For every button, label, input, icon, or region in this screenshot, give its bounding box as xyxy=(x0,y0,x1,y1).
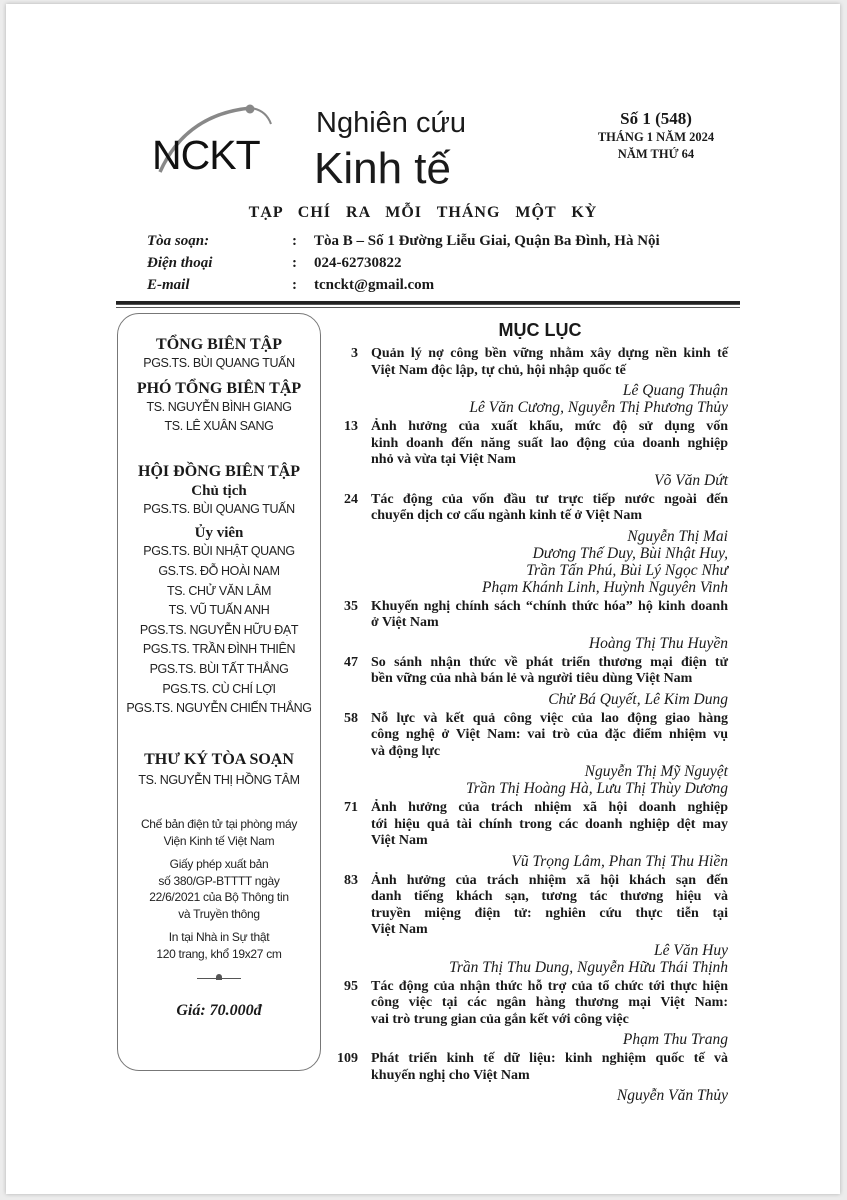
toc-article-title xyxy=(371,655,728,688)
toc-article-title xyxy=(371,419,728,469)
deputy-editor: TS. NGUYỄN BÌNH GIANG xyxy=(146,399,292,414)
toc-article-title xyxy=(371,711,728,761)
author-line: Hoàng Thị Thu Huyền xyxy=(588,634,728,652)
title-line: Việt Nam độc lập, tự chủ, hội nhập quốc tế xyxy=(371,362,626,378)
issue-year: NĂM THỨ 64 xyxy=(617,147,695,161)
toc-authors xyxy=(336,691,728,708)
toc-authors xyxy=(336,853,728,870)
toc-entry[interactable] xyxy=(336,711,728,798)
author-line: Trần Tấn Phú, Bùi Lý Ngọc Như xyxy=(526,561,728,579)
title-line: và động lực xyxy=(371,743,441,759)
board-heading: HỘI ĐỒNG BIÊN TẬP xyxy=(138,462,300,480)
toc-page-number: 35 xyxy=(344,598,358,614)
chief-editor-heading: TỔNG BIÊN TẬP xyxy=(156,336,282,353)
toc-article-title xyxy=(371,1051,728,1084)
colon: : xyxy=(292,277,297,293)
title-line: vai trò trung gian của gắn kết với công việc xyxy=(371,1011,629,1027)
secretary: TS. NGUYỄN THỊ HỒNG TÂM xyxy=(138,772,300,787)
toc-article-title xyxy=(371,873,728,939)
license-info-line: Giấy phép xuất bản xyxy=(169,857,269,872)
deputy-editor-heading: PHÓ TỔNG BIÊN TẬP xyxy=(136,379,302,397)
secretary-heading: THƯ KÝ TÒA SOẠN xyxy=(144,750,294,768)
chief-editor: PGS.TS. BÙI QUANG TUẤN xyxy=(143,356,295,370)
issue-number: Số 1 (548) xyxy=(620,109,692,128)
colon: : xyxy=(292,233,297,249)
editorial-board-box xyxy=(117,313,321,1071)
author-line: Vũ Trọng Lâm, Phan Thị Thu Hiền xyxy=(511,852,728,870)
author-line: Lê Quang Thuận xyxy=(622,382,728,399)
issue-month: THÁNG 1 NĂM 2024 xyxy=(597,130,715,144)
author-line: Dương Thế Duy, Bùi Nhật Huy, xyxy=(532,544,728,562)
board-member: GS.TS. ĐỖ HOÀI NAM xyxy=(158,563,280,578)
title-line: ở Việt Nam xyxy=(371,615,439,630)
journal-title-line1: Nghiên cứu xyxy=(316,107,466,139)
toc-page-number: 24 xyxy=(344,491,358,507)
publishing-info-line: Chế bản điện tử tại phòng máy xyxy=(140,817,298,832)
title-line: Ảnh hưởng của trách nhiệm xã hội khách sạn đến xyxy=(371,872,728,888)
title-line: Khuyến nghị chính sách “chính thức hóa” hộ kinh doanh xyxy=(371,598,728,614)
journal-title-line2: Kinh tế xyxy=(314,144,451,193)
title-line: công việc tại các ngân hàng thương mại Việt Nam: xyxy=(371,995,728,1010)
toc-authors xyxy=(336,382,728,416)
author-line: Lê Văn Huy xyxy=(653,941,728,959)
toc-entry[interactable] xyxy=(336,492,728,596)
title-line: Ảnh hưởng của xuất khẩu, mức độ sử dụng vốn xyxy=(371,419,728,434)
author-line: Nguyễn Thị Mai xyxy=(627,527,728,545)
board-member: PGS.TS. NGUYỄN HỮU ĐẠT xyxy=(139,622,299,637)
tagline: TẠP CHÍ RA MỖI THÁNG MỘT KỲ xyxy=(248,204,598,221)
toc-article-title xyxy=(371,599,728,632)
journal-cover-page: NCKT Nghiên cứu Kinh tế Số 1 (548) THÁNG 1 NĂM 2024 NĂM THỨ 64 TẠP CHÍ RA MỖI THÁNG MỘT KỲ Tòa soạn: : Tòa B – Số 1 Đường Liễu Giai, Quận Ba Đình, Hà Nội Điện thoại : 024-62730822 E-mail : tcnckt@gmail.com TỔNG BIÊN TẬP PGS.TS. BÙI QUANG TUẤN PHÓ TỔNG BIÊN TẬP TS. NGUYỄN BÌNH GIANG TS. LÊ XUÂN SANG HỘI ĐỒNG BIÊN TẬP Chủ tịch PGS.TS. BÙI QUANG TUẤN Ủy viên PGS.TS. BÙI NHẬT QUANG GS.TS. ĐỖ HOÀI NAM TS. CHỬ VĂN LÂM TS. VŨ TUẤN ANH PGS.TS. NGUYỄN HỮU ĐẠT PGS.TS. TRẦN ĐÌNH THIÊN PGS.TS. BÙI TẤT THẮNG PGS.TS. CÙ CHÍ LỢI PGS.TS. NGUYỄN CHIẾN THẮNG THƯ KÝ TÒA SOẠN TS. NGUYỄN THỊ HỒNG TÂM Chế bản điện tử tại phòng máy Viện Kinh tế Việt Nam Giấy phép xuất bản số 380/GP-BTTTT ngày 22/6/2021 của Bộ Thông tin và Truyền thông In tại Nhà in Sự thật 120 trang, khổ 19x27 cm Giá: 70.000đ MỤC LỤC 3 Quản lý nợ công bền vững nhằm xây dựng nền kinh tế Việt Nam độc lập, tự chủ, hội nhập quốc tế Lê Quang Thuận Lê Văn Cương, Nguyễn Thị Phương Thủy 13 Ảnh hưởng của xuất khẩu, mức độ sử dụng vốn kinh doanh đến năng suất lao động của doanh nghiệp nhỏ và vừa tại Việt Nam Võ Văn Dứt 24 Tác động của vốn đầu tư trực tiếp nước ngoài đến chuyển dịch cơ cấu ngành kinh tế ở Việt Nam Nguyễn Thị Mai Dương Thế Duy, Bùi Nhật Huy, Trần Tấn Phú, Bùi Lý Ngọc Như Phạm Khánh Linh, Huỳnh Nguyên Vinh 35 Khuyến nghị chính sách “chính thức hóa” hộ kinh doanh ở Việt Nam Hoàng Thị Thu Huyền 47 So sánh nhận thức về phát triển thương mại điện tử bền vững của nhà bán lẻ và người tiêu dùng Việt Nam Chử Bá Quyết, Lê Kim Dung 58 Nỗ lực và kết quả công việc của lao động giao hàng công nghệ ở Việt Nam: vai trò của đặc điểm nhiệm vụ và động lực Nguyễn Thị Mỹ Nguyệt Trần Thị Hoàng Hà, Lưu Thị Thùy Dương 71 Ảnh hưởng của trách nhiệm xã hội doanh nghiệp tới hiệu quả tài chính trong các doanh nghiệp dệt may Việt Nam Vũ Trọng Lâm, Phan Thị Thu Hiền 83 Ảnh hưởng của trách nhiệm xã hội khách sạn đến danh tiếng khách sạn, tương tác thương hiệu và truyền miệng điện tử: nghiên cứu thực tiễn tại Việt Nam Lê Văn Huy Trần Thị Thu Dung, Nguyễn Hữu Thái Thịnh 95 Tác động của nhận thức hỗ trợ của tổ chức tới thực hiện công việc tại các ngân hàng thương mại Việt Nam: vai trò trung gian của gắn kết với công việc Phạm Thu Trang 109 Phát triển kinh tế dữ liệu: kinh nghiệm quốc tế và khuyến nghị cho Việt Nam Nguyễn Văn Thủy xyxy=(6,4,840,1194)
chair: PGS.TS. BÙI QUANG TUẤN xyxy=(143,501,295,516)
license-info-line: và Truyền thông xyxy=(178,906,260,921)
title-line: kinh doanh đến năng suất lao động của doanh nghiệp xyxy=(371,435,728,451)
board-member: PGS.TS. CÙ CHÍ LỢI xyxy=(162,681,276,696)
title-line: Việt Nam xyxy=(371,833,428,848)
author-line: Chử Bá Quyết, Lê Kim Dung xyxy=(548,690,728,708)
title-line: bền vững của nhà bán lẻ và người tiêu dùng Việt Nam xyxy=(371,671,693,686)
publishing-info-line: Viện Kinh tế Việt Nam xyxy=(163,833,275,848)
title-line: khuyến nghị cho Việt Nam xyxy=(371,1067,530,1083)
toc-authors xyxy=(336,763,728,797)
title-line: công nghệ ở Việt Nam: vai trò của đặc điểm nhiệm vụ xyxy=(371,727,728,742)
toc-page-number: 109 xyxy=(337,1051,358,1066)
divider xyxy=(116,307,740,308)
price: Giá: 70.000đ xyxy=(176,1002,262,1020)
deputy-editor: TS. LÊ XUÂN SANG xyxy=(164,419,274,434)
toc-entry[interactable] xyxy=(336,599,728,652)
author-line: Trần Thị Thu Dung, Nguyễn Hữu Thái Thịnh xyxy=(449,958,728,976)
toc-article-title xyxy=(371,492,728,525)
divider xyxy=(116,301,740,305)
author-line: Trần Thị Hoàng Hà, Lưu Thị Thùy Dương xyxy=(465,780,728,797)
toc-entry[interactable] xyxy=(336,800,728,870)
title-line: So sánh nhận thức về phát triển thương mại điện tử xyxy=(371,654,728,670)
author-line: Nguyễn Thị Mỹ Nguyệt xyxy=(584,763,728,780)
toc-authors xyxy=(336,472,728,489)
issue-info xyxy=(586,109,726,163)
table-of-contents xyxy=(336,346,728,1107)
colon: : xyxy=(292,255,297,271)
author-line: Võ Văn Dứt xyxy=(654,471,728,489)
toc-authors xyxy=(336,635,728,652)
title-line: danh tiếng khách sạn, tương tác thương hiệu và xyxy=(371,889,728,904)
title-line: Phát triển kinh tế dữ liệu: kinh nghiệm quốc tế và xyxy=(371,1051,728,1066)
toc-page-number: 95 xyxy=(344,978,358,994)
toc-article-title xyxy=(371,800,728,850)
title-line: Tác động của nhận thức hỗ trợ của tổ chức tới thực hiện xyxy=(371,978,728,994)
nckt-logo: NCKT xyxy=(146,102,281,182)
title-line: Ảnh hưởng của trách nhiệm xã hội doanh nghiệp xyxy=(371,800,728,815)
board-member: TS. CHỬ VĂN LÂM xyxy=(167,583,271,598)
toc-entry[interactable] xyxy=(336,419,728,489)
toc-entry[interactable] xyxy=(336,979,728,1049)
board-member: TS. VŨ TUẤN ANH xyxy=(168,603,270,618)
members-heading: Ủy viên xyxy=(194,525,244,542)
title-line: Tác động của vốn đầu tư trực tiếp nước ngoài đến xyxy=(371,491,728,507)
toc-entry[interactable] xyxy=(336,1051,728,1104)
ornament-divider xyxy=(197,974,241,982)
toc-article-title xyxy=(371,346,728,379)
toc-authors xyxy=(336,1031,728,1048)
author-line: Phạm Thu Trang xyxy=(622,1031,728,1048)
title-line: chuyển dịch cơ cấu ngành kinh tế ở Việt Nam xyxy=(371,508,643,523)
printing-info-line: In tại Nhà in Sự thật xyxy=(168,930,270,945)
toc-authors xyxy=(336,1087,728,1104)
author-line: Nguyễn Văn Thủy xyxy=(616,1087,728,1104)
toc-page-number: 83 xyxy=(344,872,358,888)
toc-authors xyxy=(336,528,728,596)
title-line: Nỗ lực và kết quả công việc của lao động giao hàng xyxy=(371,710,728,726)
printing-info-line: 120 trang, khổ 19x27 cm xyxy=(156,946,282,961)
board-member: PGS.TS. BÙI NHẬT QUANG xyxy=(143,544,295,559)
board-member: PGS.TS. TRẦN ĐÌNH THIÊN xyxy=(142,642,296,657)
toc-page-number: 3 xyxy=(351,346,358,361)
board-member: PGS.TS. BÙI TẤT THẮNG xyxy=(149,661,289,676)
title-line: Quản lý nợ công bền vững nhằm xây dựng nền kinh tế xyxy=(371,346,728,361)
toc-authors xyxy=(336,942,728,976)
toc-entry[interactable] xyxy=(336,346,728,416)
board-member: PGS.TS. NGUYỄN CHIẾN THẮNG xyxy=(126,701,312,716)
author-line: Lê Văn Cương, Nguyễn Thị Phương Thủy xyxy=(469,399,728,416)
toc-page-number: 58 xyxy=(344,710,358,726)
toc-entry[interactable] xyxy=(336,873,728,976)
license-info-line: 22/6/2021 của Bộ Thông tin xyxy=(149,890,289,905)
toc-page-number: 71 xyxy=(344,800,358,815)
title-line: Việt Nam xyxy=(371,922,428,937)
toc-page-number: 13 xyxy=(344,419,358,434)
title-line: nhỏ và vừa tại Việt Nam xyxy=(371,452,516,467)
license-info-line: số 380/GP-BTTTT ngày xyxy=(158,873,280,888)
toc-title: MỤC LỤC xyxy=(498,320,582,340)
toc-entry[interactable] xyxy=(336,655,728,708)
author-line: Phạm Khánh Linh, Huỳnh Nguyên Vinh xyxy=(482,578,728,596)
title-line: truyền miệng điện tử: nghiên cứu thực tiễn tại xyxy=(371,905,728,921)
chair-heading: Chủ tịch xyxy=(191,482,247,499)
title-line: tới hiệu quả tài chính trong các doanh nghiệp dệt may xyxy=(371,816,728,832)
toc-page-number: 47 xyxy=(344,654,358,670)
toc-article-title xyxy=(371,979,728,1029)
